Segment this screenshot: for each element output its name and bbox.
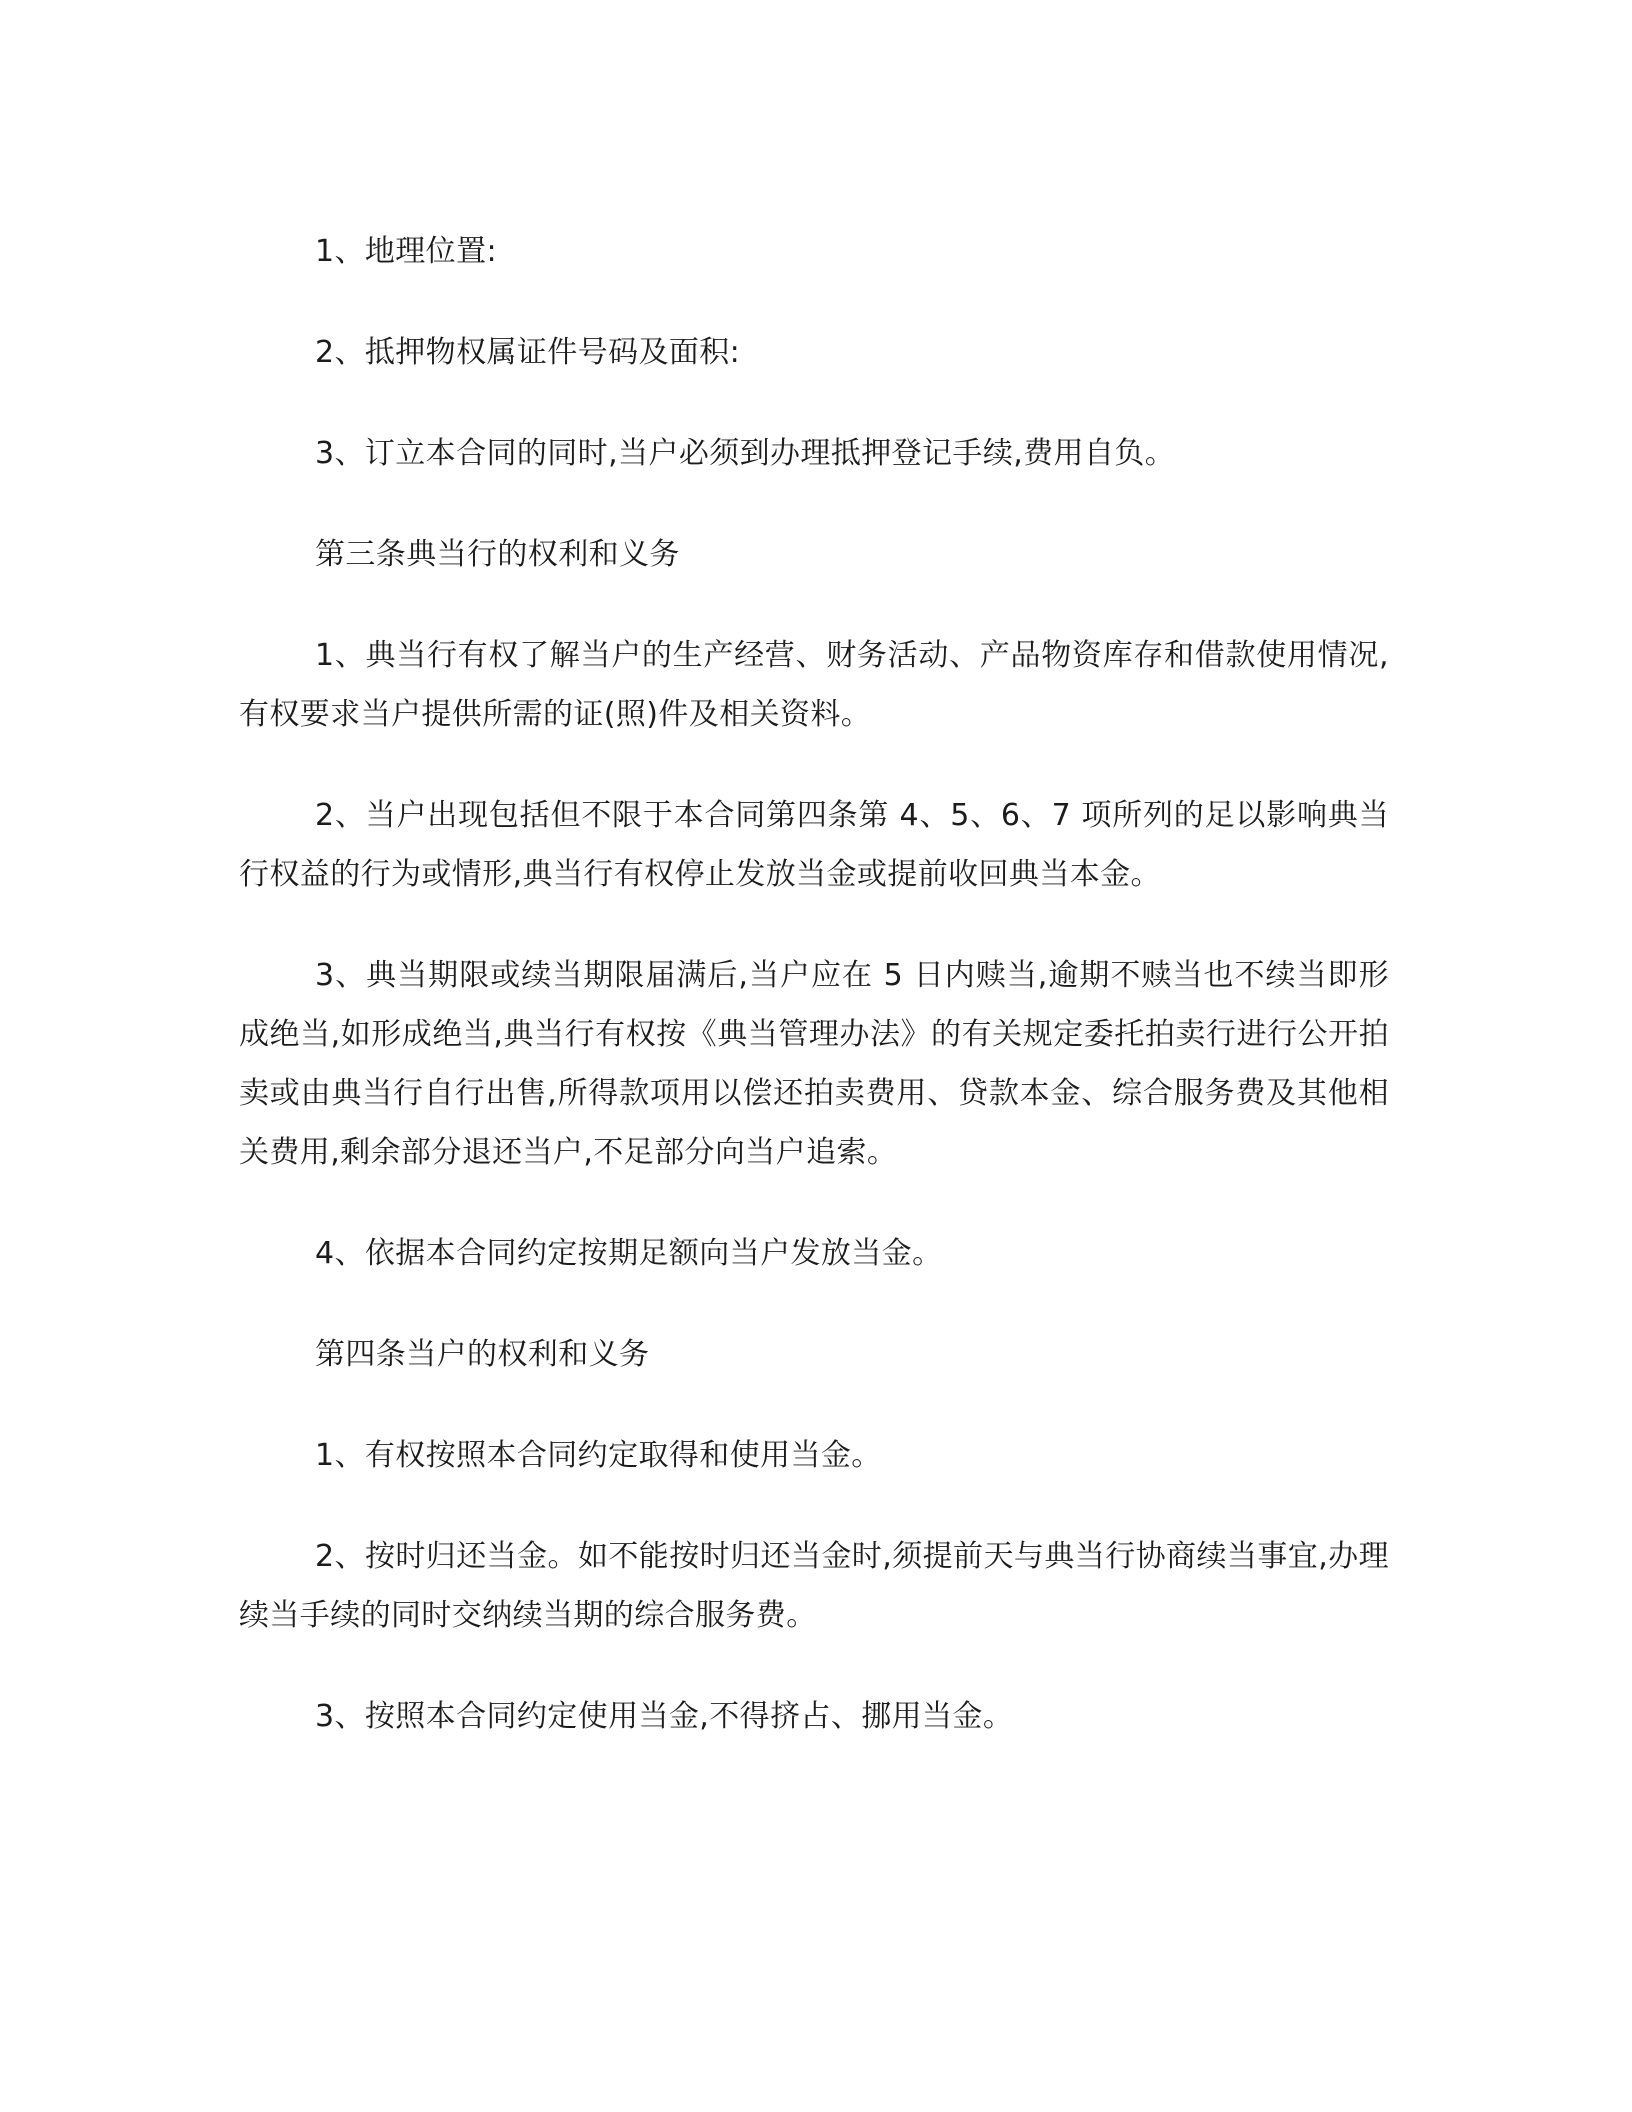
- article-4-item-2: 2、按时归还当金。如不能按时归还当金时,须提前天与典当行协商续当事宜,办理续当手续的同时交纳续当期的综合服务费。: [239, 1539, 1389, 1633]
- article-4-heading: 第四条当户的权利和义务: [315, 1337, 650, 1372]
- article-3-item-2: 2、当户出现包括但不限于本合同第四条第 4、5、6、7 项所列的足以影响典当行权益的行为或情形,典当行有权停止发放当金或提前收回典当本金。: [239, 798, 1389, 892]
- article-3-item-3: 3、典当期限或续当期限届满后,当户应在 5 日内赎当,逾期不赎当也不续当即形成绝当,如形成绝当,典当行有权按《典当管理办法》的有关规定委托拍卖行进行公开拍卖或由典当行自行出售,所得款项用以偿还拍卖费用、贷款本金、综合服务费及其他相关费用,剩余部分退还当户,不足部分向当户追索。: [239, 958, 1389, 1170]
- article-4-item-3: 3、按照本合同约定使用当金,不得挤占、挪用当金。: [315, 1699, 1014, 1734]
- article-4-item-1: 1、有权按照本合同约定取得和使用当金。: [315, 1438, 882, 1473]
- article-3-heading: 第三条典当行的权利和义务: [315, 537, 680, 572]
- item-mortgage-registration: 3、订立本合同的同时,当户必须到办理抵押登记手续,费用自负。: [315, 436, 1176, 471]
- article-3-item-4: 4、依据本合同约定按期足额向当户发放当金。: [315, 1236, 943, 1271]
- document-body: [239, 222, 1389, 1788]
- item-collateral-certificate: 2、抵押物权属证件号码及面积:: [315, 335, 741, 370]
- item-location: 1、地理位置:: [315, 234, 497, 269]
- article-3-item-1: 1、典当行有权了解当户的生产经营、财务活动、产品物资库存和借款使用情况,有权要求当户提供所需的证(照)件及相关资料。: [239, 638, 1389, 732]
